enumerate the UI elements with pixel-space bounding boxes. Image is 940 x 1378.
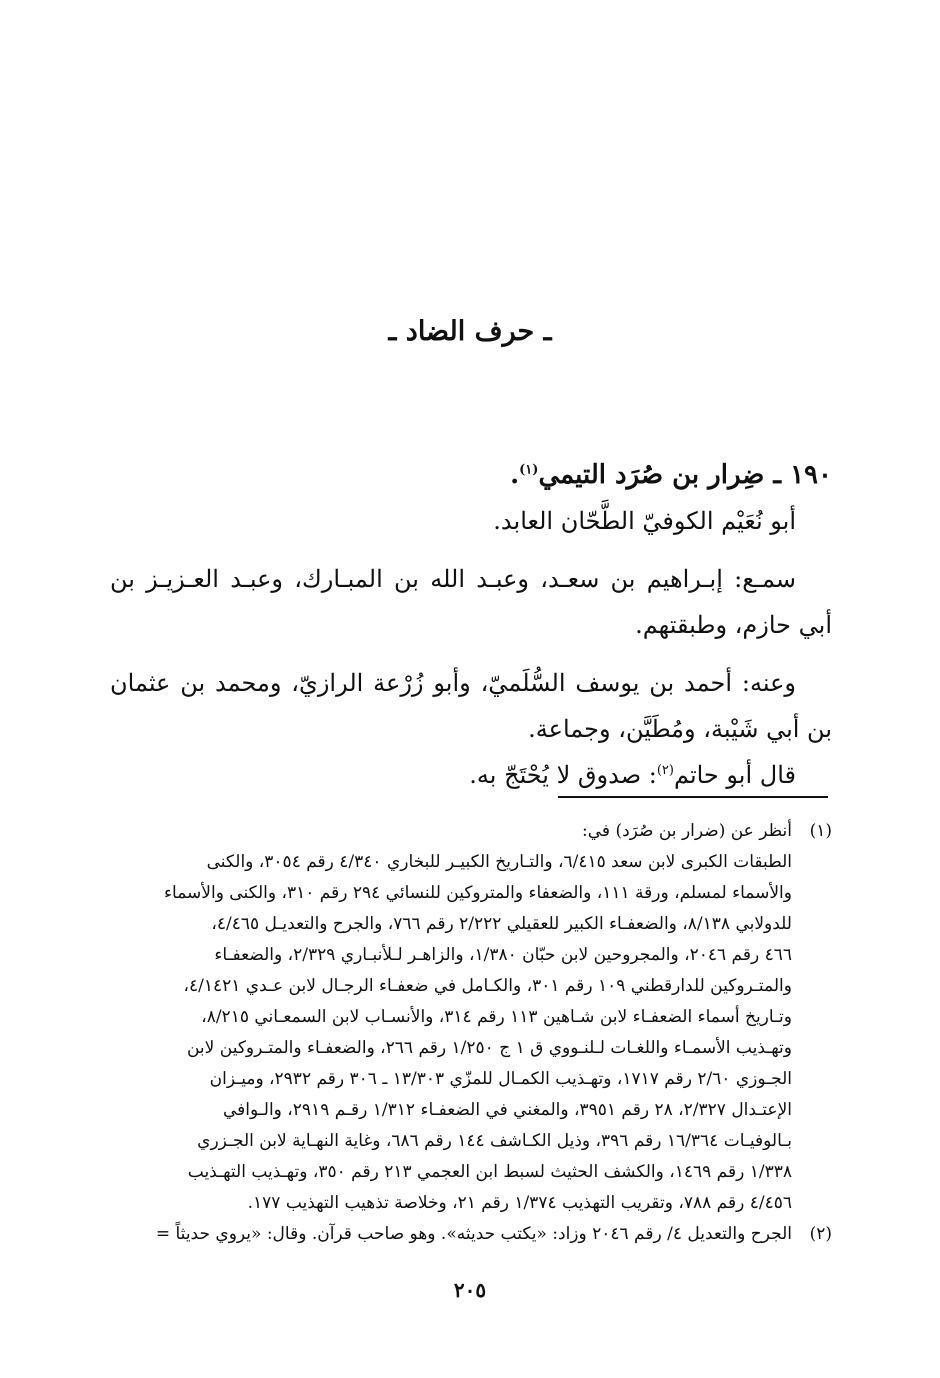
footnote-ref-1[interactable]: (١) <box>519 462 539 478</box>
footnote-separator <box>558 796 828 798</box>
footnote-number: (١) <box>809 821 832 841</box>
footnote-line: للدولابي ٨/١٣٨، والضعفـاء الكبير للعقيلي ٢/٢٢٢ رقم ٧٦٦، والجرح والتعديـل ٤/٤٦٥، <box>211 914 792 934</box>
entry-kunya: أبو نُعَيْم الكوفيّ الطَّحّان العابد. <box>493 507 796 535</box>
footnote-line: وتـاريخ أسماء الضعفـاء لابن شـاهين ١١٣ رقم ٣١٤، والأنسـاب لابن السمعـاني ٨/٢١٥، <box>201 1007 792 1027</box>
footnote-line: أنظر عن (ضرار بن صُرَد) في: <box>582 821 792 841</box>
entry-narrators: وعنه: أحمد بن يوسف السُّلَميّ، وأبو زُرْعة الرازيّ، ومحمد بن عثمان بن أبي شَيْبة، ومُطَيَّن، وجماعة. <box>110 669 832 743</box>
entry-heading <box>110 452 832 498</box>
footnote-line: ٤٦٦ رقم ٢٠٤٦، والمجروحين لابن حبّان ١/٣٨٠، والزاهـر لـلأنبـاري ٢/٣٢٩، والضعفـاء <box>214 945 792 965</box>
footnote-line: والمتـروكين للدارقطني ١٠٩ رقم ٣٠١، والكـامل في ضعفـاء الرجـال لابن عـدي ٤/١٤٢١، <box>183 976 792 996</box>
biography-entry <box>110 452 832 798</box>
footnotes <box>110 816 832 1250</box>
footnote-line: ١/٣٣٨ رقم ١٤٦٩، والكشف الحثيث لسبط ابن العجمي ٢١٣ رقم ٣٥٠، وتهـذيب التهـذيب <box>187 1162 792 1182</box>
entry-number-name: ١٩٠ ـ ضِرار بن صُرَد التيمي <box>538 460 832 490</box>
footnote-2 <box>110 1219 832 1250</box>
footnote-number: (٢) <box>809 1224 832 1244</box>
footnote-line: وتهـذيب الأسمـاء واللغـات لـلنـووي ق ١ ج ١/٢٥٠ رقم ٢٦٦، والضعفـاء والمتـروكين لابن <box>186 1038 792 1058</box>
page-number: ٢٠٥ <box>453 1278 487 1302</box>
entry-heading-end: . <box>510 460 520 490</box>
footnote-line: بـالوفيـات ١٦/٣٦٤ رقم ٣٩٦، وذيل الكـاشف ١٤٤ رقم ٦٨٦، وغاية النهـاية لابن الجـزري <box>197 1131 792 1151</box>
entry-heard-from: سمـع: إبـراهيم بن سعـد، وعبـد الله بن المبـارك، وعبـد العـزيـز بن أبي حازم، وطبقتهم. <box>110 565 832 639</box>
footnote-line: الجـوزي ٢/٦٠ رقم ١٧١٧، وتهـذيب الكمـال للمزّي ١٣/٣٠٣ ـ ٣٠٦ رقم ٢٩٣٢، وميـزان <box>209 1069 792 1089</box>
footnote-ref-2[interactable]: (٢) <box>656 763 674 778</box>
footnote-line: الإعتـدال ٢/٣٢٧، ٢٨ رقم ٣٩٥١، والمغني في الضعفـاء ١/٣١٢ رقـم ٢٩١٩، والـوافي <box>223 1100 792 1120</box>
entry-verdict <box>110 752 832 798</box>
footnote-line: الجرح والتعديل ٤/ رقم ٢٠٤٦ وزاد: «يكتب حديثه». وهو صاحب قرآن. وقال: «يروي حديثاً = <box>155 1224 792 1244</box>
footnote-line: والأسماء لمسلم، ورقة ١١١، والضعفاء والمتروكين للنسائي ٢٩٤ رقم ٣١٠، والكنى والأسماء <box>164 883 792 903</box>
chapter-title: ـ حرف الضاد ـ <box>388 316 552 347</box>
verdict-start: قال أبو حاتم <box>673 761 796 789</box>
footnote-line: ٤/٤٥٦ رقم ٧٨٨، وتقريب التهذيب ١/٣٧٤ رقم ٢١، وخلاصة تذهيب التهذيب ١٧٧. <box>247 1193 792 1213</box>
verdict-end: : صدوق لا يُحْتَجّ به. <box>469 761 657 789</box>
footnote-1 <box>110 816 832 1219</box>
footnote-line: الطبقات الكبرى لابن سعد ٦/٤١٥، والتـاريخ الكبيـر للبخاري ٤/٣٤٠ رقم ٣٠٥٤، والكنى <box>206 852 792 872</box>
